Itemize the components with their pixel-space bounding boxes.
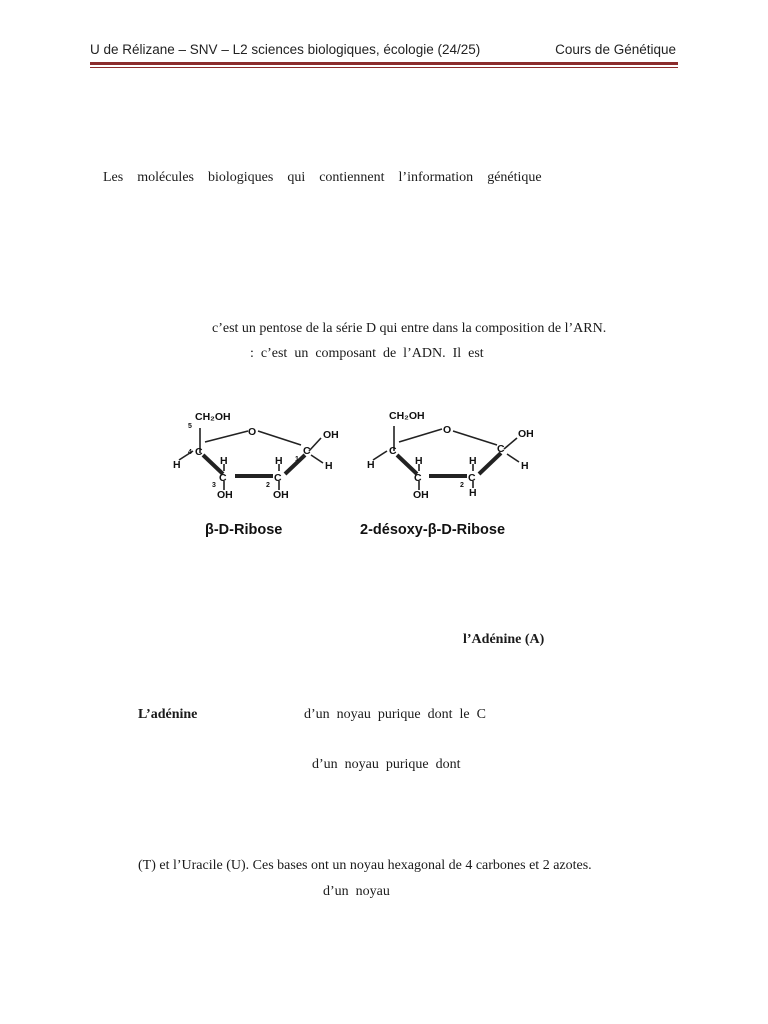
ribose-c2-oh: OH (273, 489, 289, 501)
ribose-c4-h: H (173, 459, 181, 471)
ribose-ch2oh-label: CH₂OH (195, 411, 231, 423)
paragraph-line-desoxyribose: : c’est un composant de l’ADN. Il est (250, 346, 484, 361)
ribose-c2: C (274, 472, 282, 484)
deoxyribose-c3-h: H (415, 455, 423, 467)
header-rule-thick (90, 62, 678, 65)
ribose-c1-h: H (325, 460, 333, 472)
ribose-caption: β-D-Ribose (205, 522, 283, 538)
word: qui (287, 170, 306, 185)
ribose-c1: C (303, 445, 311, 457)
header-rule-thin (90, 67, 678, 68)
deoxyribose-c1-h: H (521, 460, 529, 472)
header-course-title: Cours de Génétique (555, 42, 676, 57)
adenine-description-line2: d’un noyau purique dont (312, 757, 461, 772)
ribose-c1-number: 1 (295, 456, 299, 463)
ribose-c2-h: H (275, 455, 283, 467)
deoxyribose-c3-oh: OH (413, 489, 429, 501)
ribose-ring-oxygen: O (248, 426, 257, 438)
ribose-c5-number: 5 (188, 423, 192, 430)
deoxyribose-caption: 2-désoxy-β-D-Ribose (360, 522, 506, 538)
word: génétique (487, 170, 542, 185)
word: molécules (137, 170, 194, 185)
paragraph-line-molecules (103, 170, 556, 186)
ribose-c3-number: 3 (212, 482, 216, 489)
deoxyribose-c2-number: 2 (460, 482, 464, 489)
ribose-c4-number: 4 (188, 449, 192, 456)
ribose-c4: C (195, 446, 203, 458)
word: biologiques (207, 170, 274, 185)
deoxyribose-c2: C (468, 472, 476, 484)
sugar-structures-figure (145, 398, 567, 546)
page-header (90, 42, 676, 62)
deoxyribose-c3: C (414, 472, 422, 484)
word: contiennent (319, 170, 385, 185)
deoxyribose-c2-lower-h: H (469, 487, 477, 499)
pyrimidine-description: (T) et l’Uracile (U). Ces bases ont un noyau hexagonal de 4 carbones et 2 azotes. (138, 858, 592, 873)
deoxyribose-c4-h: H (367, 459, 375, 471)
deoxyribose-ring-oxygen: O (443, 424, 452, 436)
word: l’information (398, 170, 474, 185)
paragraph-line-ribose: c’est un pentose de la série D qui entre dans la composition de l’ARN. (212, 321, 607, 336)
ribose-c3: C (219, 472, 227, 484)
pyrimidine-noyau-line: d’un noyau (323, 884, 390, 899)
ribose-c3-h: H (220, 455, 228, 467)
adenine-description-line1: d’un noyau purique dont le C (304, 707, 486, 722)
adenine-label: L’adénine (138, 707, 198, 722)
adenine-heading: l’Adénine (A) (463, 632, 545, 647)
deoxyribose-c2-upper-h: H (469, 455, 477, 467)
deoxyribose-ch2oh-label: CH₂OH (389, 410, 425, 422)
sugar-structures-svg (145, 398, 567, 546)
deoxyribose-c4: C (389, 445, 397, 457)
deoxyribose-c1: C (497, 443, 505, 455)
ribose-anomeric-oh: OH (323, 429, 339, 441)
word: Les (103, 170, 124, 185)
ribose-c2-number: 2 (266, 482, 270, 489)
ribose-c3-oh: OH (217, 489, 233, 501)
deoxyribose-anomeric-oh: OH (518, 428, 534, 440)
header-course-info: U de Rélizane – SNV – L2 sciences biologiques, écologie (24/25) (90, 42, 481, 57)
